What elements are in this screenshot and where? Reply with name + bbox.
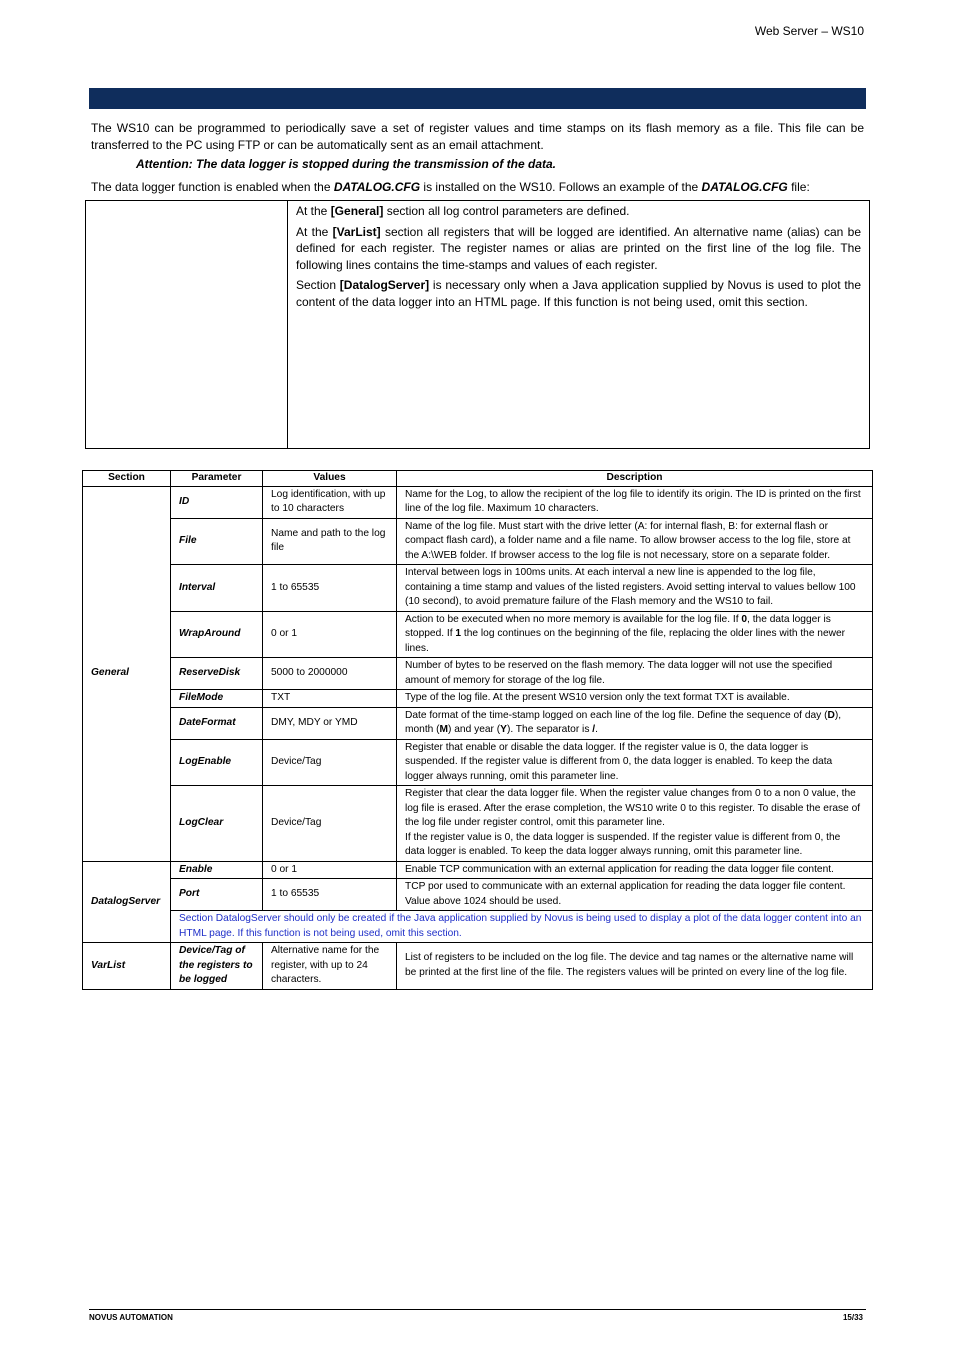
table-row	[83, 707, 873, 739]
parameter-values: 1 to 65535	[263, 879, 397, 911]
table-row	[83, 911, 873, 943]
parameter-values: Device/Tag	[263, 786, 397, 862]
text-fragment: file:	[787, 180, 810, 194]
description-line: Register that clear the data logger file. When the register value changes from 0 to a non 0 value, the log file is erased. After the erase completion, the WS10 write 0 to this register. To disable the erase of the log file under register control, omit this parameter line.	[405, 788, 861, 828]
parameter-values: Log identification, with up to 10 characters	[263, 486, 397, 518]
table-row	[83, 565, 873, 612]
letter-y: Y	[500, 724, 507, 735]
table-row	[83, 879, 873, 911]
section-keyword: [VarList]	[332, 224, 381, 239]
intro-paragraph: The WS10 can be programmed to periodically save a set of register values and time stamps on its flash memory as a file. This file can be transferred to the PC using FTP or can be automatically sent as an email attachment.	[91, 121, 864, 152]
parameter-description: Register that enable or disable the data logger. If the register value is 0, the data logger is suspended. If the register value is different from 0, the data logger is enabled. To keep the data logger always running, omit this parameter line.	[397, 739, 873, 786]
text-fragment: Action to be executed when no more memory is available for the log file. If	[405, 613, 742, 625]
parameter-values: 1 to 65535	[263, 565, 397, 612]
parameter-name: Port	[171, 879, 263, 911]
parameter-description	[397, 707, 873, 739]
parameter-name: Device/Tag of the registers to be logged	[171, 943, 263, 990]
column-header-values: Values	[263, 471, 397, 487]
parameter-description: Name of the log file. Must start with the drive letter (A: for internal flash, B: for external flash or compact flash card), a folder name and a file name. To allow browser access to the log file, store at the A:\WEB folder. If browser access to the log file is not necessary, store on a separate folder.	[397, 518, 873, 565]
parameter-description: List of registers to be included on the log file. The device and tag names or the alternative name will be printed at the first line of the file. The registers values will be printed on every line of the log file.	[397, 943, 873, 990]
text-fragment: ). The separator is	[506, 724, 593, 735]
datalogserver-note: Section DatalogServer should only be created if the Java application supplied by Novus is being used to display a plot of the data logger content into an HTML page. If this function is not being used, omit this section.	[171, 911, 873, 943]
text-fragment: is installed on the WS10. Follows an example of the	[420, 180, 702, 194]
table-row	[83, 739, 873, 786]
text-fragment: ) and year (	[448, 724, 501, 735]
table-row	[83, 861, 873, 879]
text-fragment: The data logger function is enabled when the	[91, 180, 334, 194]
section-cell-varlist: VarList	[83, 943, 171, 990]
parameter-name: WrapAround	[171, 611, 263, 658]
table-row	[83, 943, 873, 990]
parameter-description: Name for the Log, to allow the recipient of the log file to identify its origin. The ID is printed on the first line of the log file. Maximum 10 characters.	[397, 486, 873, 518]
value-one: 1	[455, 628, 462, 639]
table-row	[83, 690, 873, 708]
config-example-box	[85, 200, 870, 449]
parameter-name: FileMode	[171, 690, 263, 708]
parameter-description	[397, 611, 873, 658]
letter-d: D	[827, 709, 835, 721]
parameter-name: ID	[171, 486, 263, 518]
text-fragment: At the	[296, 224, 333, 239]
text-fragment: , the data logger is stopped. If	[405, 613, 831, 639]
text-fragment: section all log control parameters are defined.	[383, 204, 630, 218]
section-keyword: [General]	[330, 204, 384, 218]
parameter-name: Interval	[171, 565, 263, 612]
text-fragment: ), month (	[405, 709, 842, 735]
note-general	[296, 203, 861, 220]
parameter-name: DateFormat	[171, 707, 263, 739]
note-datalogserver	[296, 277, 861, 310]
parameter-table	[82, 470, 873, 990]
table-row	[83, 658, 873, 690]
parameter-description: Enable TCP communication with an external application for reading the data logger file content.	[397, 861, 873, 879]
footer-page-number: 15/33	[842, 1313, 863, 1322]
attention-note: Attention: The data logger is stopped during the transmission of the data.	[136, 157, 557, 171]
letter-m: M	[439, 724, 449, 735]
parameter-description: Type of the log file. At the present WS10 version only the text format TXT is available.	[397, 690, 873, 708]
value-zero: 0	[741, 613, 748, 625]
parameter-name: LogEnable	[171, 739, 263, 786]
text-fragment: At the	[296, 204, 331, 218]
parameter-name: LogClear	[171, 786, 263, 862]
text-fragment: section all registers that will be logged are identified. An alternative name (alias) can be defined for each register. The register names or alias are printed on the first line of the log file. The following lines contains the time-stamps and values of each register.	[296, 224, 862, 272]
table-row	[83, 786, 873, 862]
parameter-description	[397, 786, 873, 862]
table-row	[83, 486, 873, 518]
filename-datalog-cfg: DATALOG.CFG	[701, 180, 788, 194]
parameter-values: TXT	[263, 690, 397, 708]
description-line: If the register value is 0, the data logger is suspended. If the register value is different from 0, the data logger is enabled. To keep the data logger always running, omit this parameter line.	[405, 831, 841, 857]
note-varlist	[296, 224, 861, 274]
parameter-description: TCP por used to communicate with an external application for reading the data logger file content. Value above 1024 should be used.	[397, 879, 873, 911]
parameter-values: 0 or 1	[263, 611, 397, 658]
parameter-values: Alternative name for the register, with up to 24 characters.	[263, 943, 397, 990]
table-row	[83, 518, 873, 565]
parameter-description: Number of bytes to be reserved on the flash memory. The data logger will not use the specified amount of memory for storage of the log file.	[397, 658, 873, 690]
table-header-row	[83, 471, 873, 487]
parameter-values: 0 or 1	[263, 861, 397, 879]
section-cell-general: General	[83, 486, 171, 861]
footer-divider	[89, 1309, 866, 1310]
text-fragment: .	[595, 724, 598, 735]
separator-char: /	[592, 724, 596, 735]
page-header-title: Web Server – WS10	[754, 24, 864, 38]
column-header-parameter: Parameter	[171, 471, 263, 487]
parameter-name: File	[171, 518, 263, 565]
section-title-bar	[89, 88, 866, 109]
parameter-name: Enable	[171, 861, 263, 879]
text-fragment: Date format of the time-stamp logged on each line of the log file. Define the sequence of day (	[405, 709, 828, 721]
section-keyword: [DatalogServer]	[339, 278, 430, 292]
column-header-description: Description	[397, 471, 873, 487]
footer-company: NOVUS AUTOMATION	[89, 1313, 173, 1322]
parameter-values: Name and path to the log file	[263, 518, 397, 565]
datalog-enable-paragraph	[91, 179, 864, 196]
parameter-values: DMY, MDY or YMD	[263, 707, 397, 739]
config-example-file-area	[86, 201, 288, 448]
text-fragment: Section	[296, 278, 340, 292]
text-fragment: the log continues on the beginning of the file, replacing the older lines with the newer lines.	[405, 628, 846, 654]
config-example-notes	[288, 201, 869, 448]
parameter-values: 5000 to 2000000	[263, 658, 397, 690]
parameter-name: ReserveDisk	[171, 658, 263, 690]
column-header-section: Section	[83, 471, 171, 487]
parameter-description: Interval between logs in 100ms units. At each interval a new line is appended to the log file, containing a time stamp and values of the listed registers. Avoid setting interval to values bellow 100 (10 second), to avoid premature failure of the Flash memory and the WS10 to fail.	[397, 565, 873, 612]
parameter-values: Device/Tag	[263, 739, 397, 786]
table-row	[83, 611, 873, 658]
filename-datalog-cfg: DATALOG.CFG	[333, 180, 421, 194]
text-fragment: is necessary only when a Java application supplied by Novus is used to plot the content of the data logger into an HTML page. If this function is not being used, omit this section.	[296, 278, 862, 309]
section-cell-datalogserver: DatalogServer	[83, 861, 171, 943]
